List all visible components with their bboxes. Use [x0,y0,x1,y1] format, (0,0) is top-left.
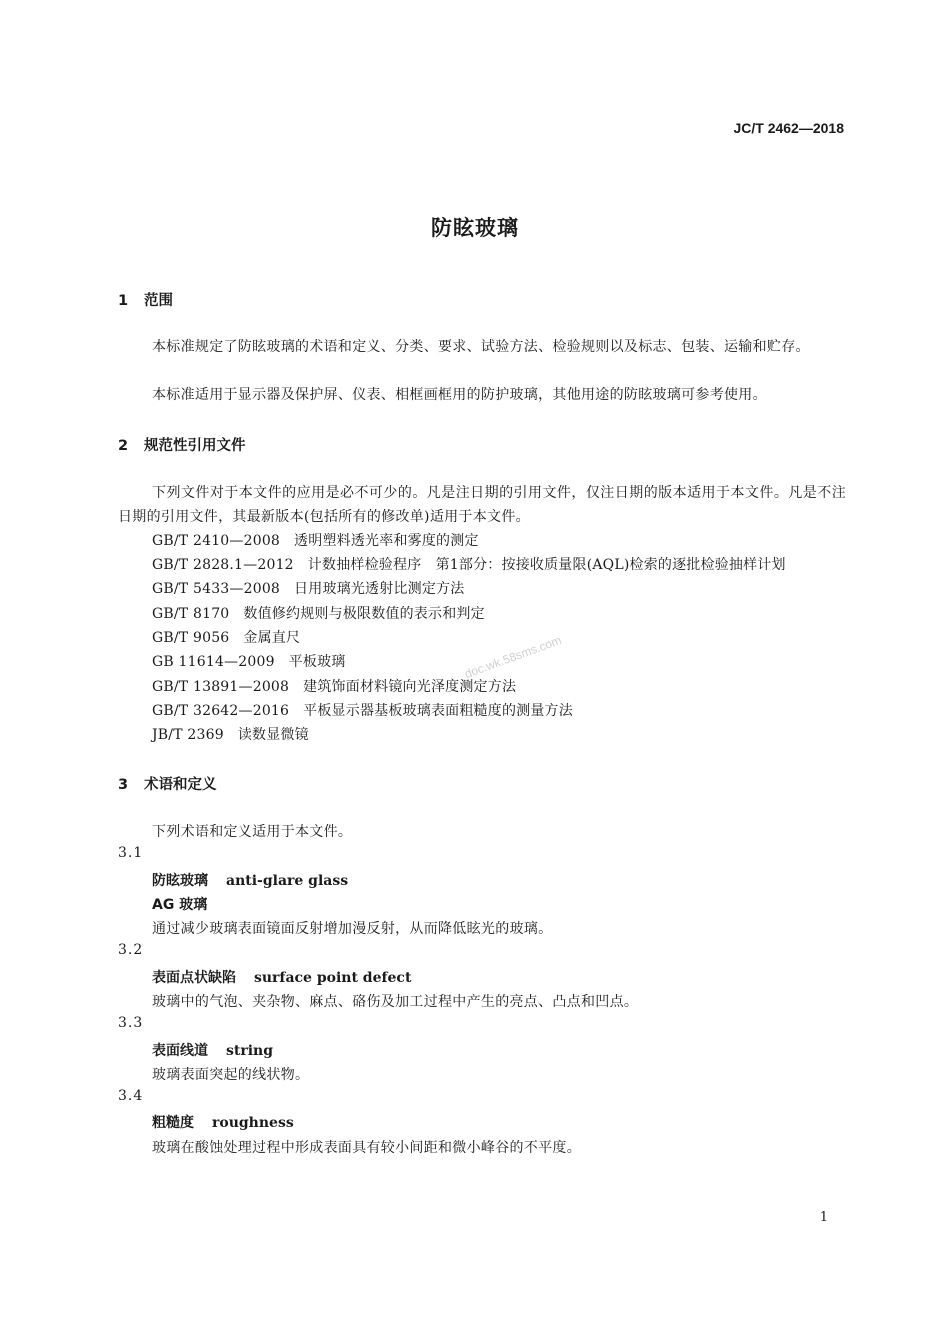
term-heading [152,1040,273,1060]
reference-code: JB/T 2369 [152,727,224,743]
term-zh: 防眩玻璃 [152,873,208,889]
section-2-heading [118,434,246,455]
reference-name: 金属直尺 [243,630,301,646]
section-number: 1 [118,293,129,309]
reference-item [152,724,309,744]
reference-item [152,651,346,671]
reference-name: 透明塑料透光率和雾度的测定 [294,533,479,549]
reference-code: GB 11614—2009 [152,654,275,670]
term-heading [152,1112,294,1132]
term-en: string [226,1043,274,1059]
scope-paragraph-1: 本标准规定了防眩玻璃的术语和定义、分类、要求、试验方法、检验规则以及标志、包装、运输和贮存。 [152,339,810,355]
term-definition: 玻璃表面突起的线状物。 [152,1067,310,1083]
scope-paragraph-2: 本标准适用于显示器及保护屏、仪表、相框画框用的防护玻璃，其他用途的防眩玻璃可参考使用。 [152,387,767,403]
reference-code: GB/T 2410—2008 [152,533,281,549]
term-heading [152,870,348,890]
term-en: surface point defect [254,970,412,986]
section-number: 2 [118,438,129,454]
terms-intro: 下列术语和定义适用于本文件。 [152,824,353,840]
section-title: 范围 [144,293,173,309]
clause-number: 3.3 [118,1015,144,1031]
term-zh: 粗糙度 [152,1115,194,1131]
document-title: 防眩玻璃 [431,216,519,240]
reference-code: GB/T 13891—2008 [152,679,290,695]
term-alternative: AG 玻璃 [152,897,208,913]
reference-name: 平板玻璃 [288,654,346,670]
reference-name: 平板显示器基板玻璃表面粗糙度的测量方法 [303,703,573,719]
reference-item [152,554,786,574]
term-heading [152,967,411,987]
term-zh: 表面线道 [152,1043,208,1059]
section-title: 术语和定义 [144,777,217,793]
reference-code: GB/T 8170 [152,606,230,622]
term-definition: 玻璃在酸蚀处理过程中形成表面具有较小间距和微小峰谷的不平度。 [152,1140,581,1156]
reference-code: GB/T 9056 [152,630,230,646]
reference-name: 数值修约规则与极限数值的表示和判定 [243,606,485,622]
section-3-heading [118,773,217,794]
reference-name: 读数显微镜 [237,727,309,743]
reference-code: GB/T 5433—2008 [152,581,281,597]
reference-item [152,603,485,623]
watermark: doc.wk.58sms.com [462,632,564,682]
reference-item [152,627,300,647]
references-intro: 下列文件对于本文件的应用是必不可少的。凡是注日期的引用文件，仅注日期的版本适用于本文件。凡是不注日期的引用文件，其最新版本(包括所有的修改单)适用于本文件。 [118,485,846,525]
reference-item [152,676,516,696]
term-en: roughness [212,1115,294,1131]
section-title: 规范性引用文件 [144,438,246,454]
reference-code: GB/T 2828.1—2012 [152,557,294,573]
reference-item [152,700,573,720]
section-1-heading [118,289,173,310]
section-number: 3 [118,777,129,793]
reference-code: GB/T 32642—2016 [152,703,290,719]
standard-number: JC/T 2462—2018 [733,120,844,136]
reference-name: 计数抽样检验程序 第1部分：按接收质量限(AQL)检索的逐批检验抽样计划 [307,557,786,573]
term-zh: 表面点状缺陷 [152,970,236,986]
reference-item [152,530,479,550]
term-definition: 玻璃中的气泡、夹杂物、麻点、硌伤及加工过程中产生的亮点、凸点和凹点。 [152,994,639,1010]
reference-item [152,578,464,598]
page-number: 1 [819,1210,828,1225]
term-en: anti-glare glass [226,873,349,889]
clause-number: 3.1 [118,845,144,861]
reference-name: 日用玻璃光透射比测定方法 [294,581,465,597]
clause-number: 3.2 [118,942,144,958]
clause-number: 3.4 [118,1088,144,1104]
reference-name: 建筑饰面材料镜向光泽度测定方法 [303,679,517,695]
term-definition: 通过减少玻璃表面镜面反射增加漫反射，从而降低眩光的玻璃。 [152,921,553,937]
